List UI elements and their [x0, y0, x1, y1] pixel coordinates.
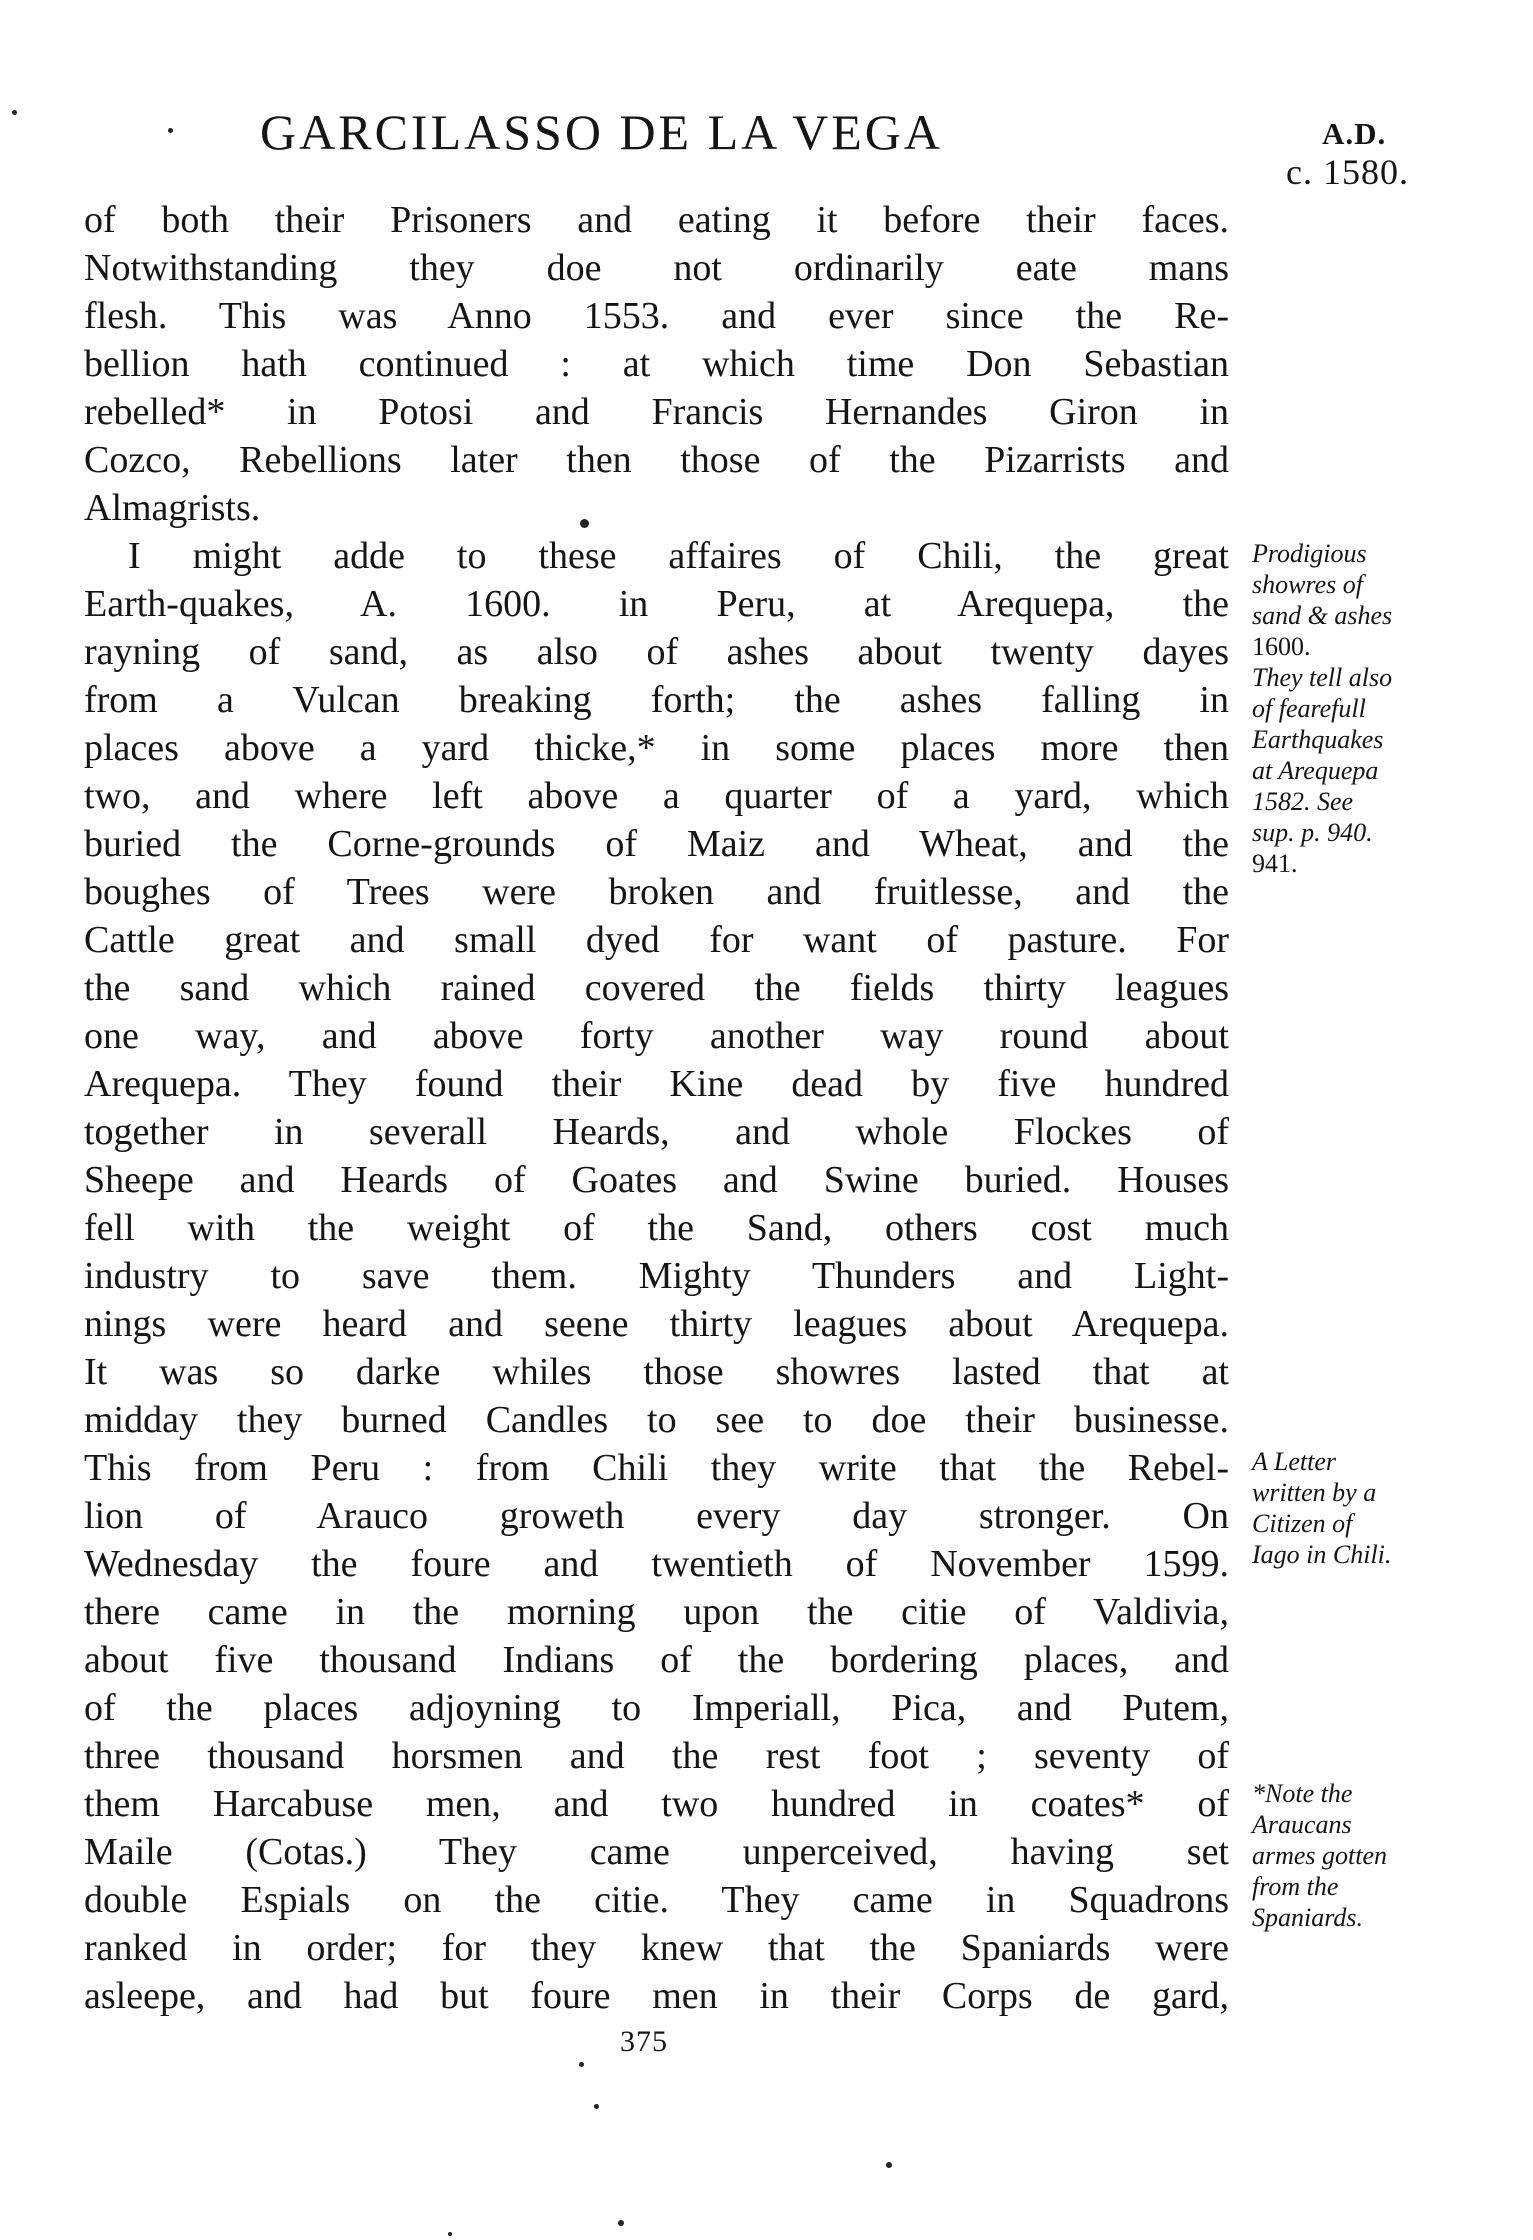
note-line: Citizen of [1252, 1509, 1353, 1538]
note-line: A Letter [1252, 1447, 1337, 1476]
note-line: at Arequepa [1252, 756, 1379, 785]
page-number: 375 [620, 2025, 668, 2058]
note-line: written by a [1252, 1478, 1377, 1507]
running-title: GARCILASSO DE LA VEGA [260, 104, 943, 160]
text-line: about five thousand Indians of the bordering places, and [84, 1639, 1229, 1681]
text-line: places above a yard thicke,* in some places more then [84, 727, 1229, 769]
marginal-note-letter [1252, 1446, 1502, 1570]
text-line: three thousand horsmen and the rest foot ; seventy of [84, 1735, 1229, 1777]
text-line: them Harcabuse men, and two hundred in coates* of [84, 1783, 1229, 1825]
note-line: 1600. [1252, 632, 1311, 661]
text-line: This from Peru : from Chili they write that the Rebel- [84, 1447, 1229, 1489]
text-line: Earth-quakes, A. 1600. in Peru, at Arequepa, the [84, 583, 1229, 625]
scan-speck [579, 2062, 584, 2067]
text-line: nings were heard and seene thirty leagues about Arequepa. [84, 1303, 1229, 1345]
note-line: Prodigious [1252, 539, 1367, 568]
note-line: Iago in Chili. [1252, 1540, 1392, 1569]
text-line: of both their Prisoners and eating it before their faces. [84, 199, 1229, 241]
note-line: Spaniards. [1252, 1903, 1363, 1932]
text-line: from a Vulcan breaking forth; the ashes falling in [84, 679, 1229, 721]
note-line: Araucans [1252, 1810, 1352, 1839]
date-value: c. 1580. [1286, 152, 1409, 192]
text-line: midday they burned Candles to see to doe their businesse. [84, 1399, 1229, 1441]
note-line: sand & ashes [1252, 601, 1393, 630]
text-line: boughes of Trees were broken and fruitlesse, and the [84, 871, 1229, 913]
scan-speck [168, 128, 173, 133]
text-line: lion of Arauco groweth every day stronger. On [84, 1495, 1229, 1537]
text-line: ranked in order; for they knew that the Spaniards were [84, 1927, 1229, 1969]
text-line: Cozco, Rebellions later then those of the Pizarrists and [84, 439, 1229, 481]
text-line: bellion hath continued : at which time Don Sebastian [84, 343, 1229, 385]
text-line: fell with the weight of the Sand, others cost much [84, 1207, 1229, 1249]
text-line: one way, and above forty another way round about [84, 1015, 1229, 1057]
text-line: flesh. This was Anno 1553. and ever since the Re- [84, 295, 1229, 337]
text-line: Cattle great and small dyed for want of pasture. For [84, 919, 1229, 961]
text-line: two, and where left above a quarter of a yard, which [84, 775, 1229, 817]
note-line: 1582. See [1252, 787, 1354, 816]
scan-speck [886, 2162, 892, 2168]
marginal-note-prodigious [1252, 538, 1502, 879]
text-line: industry to save them. Mighty Thunders and Light- [84, 1255, 1229, 1297]
text-line: rayning of sand, as also of ashes about twenty dayes [84, 631, 1229, 673]
text-line: Wednesday the foure and twentieth of November 1599. [84, 1543, 1229, 1585]
note-line: of fearefull [1252, 694, 1366, 723]
date-label: A.D. [1322, 116, 1387, 151]
note-line: showres of [1252, 570, 1363, 599]
scan-speck [618, 2220, 624, 2226]
text-line: I might adde to these affaires of Chili, the great [128, 535, 1229, 577]
body-text [84, 196, 1229, 2020]
scan-speck [580, 519, 589, 528]
text-line: rebelled* in Potosi and Francis Hernandes Giron in [84, 391, 1229, 433]
text-line: Almagrists. [84, 487, 261, 529]
text-line: Sheepe and Heards of Goates and Swine buried. Houses [84, 1159, 1229, 1201]
text-line: there came in the morning upon the citie of Valdivia, [84, 1591, 1229, 1633]
text-line: Notwithstanding they doe not ordinarily eate mans [84, 247, 1229, 289]
text-line: It was so darke whiles those showres lasted that at [84, 1351, 1229, 1393]
note-line: Earthquakes [1252, 725, 1384, 754]
text-line: the sand which rained covered the fields thirty leagues [84, 967, 1229, 1009]
scan-speck [12, 110, 17, 115]
note-line: from the [1252, 1872, 1339, 1901]
text-line: double Espials on the citie. They came in Squadrons [84, 1879, 1229, 1921]
note-line: 941. [1252, 849, 1298, 878]
text-line: Arequepa. They found their Kine dead by five hundred [84, 1063, 1229, 1105]
text-line: buried the Corne-grounds of Maiz and Wheat, and the [84, 823, 1229, 865]
note-line: sup. p. 940. [1252, 818, 1373, 847]
note-line: *Note the [1252, 1779, 1353, 1808]
text-line: of the places adjoyning to Imperiall, Pica, and Putem, [84, 1687, 1229, 1729]
note-line: armes gotten [1252, 1841, 1388, 1870]
scan-speck [448, 2232, 452, 2236]
scan-speck [594, 2104, 599, 2109]
text-line: Maile (Cotas.) They came unperceived, having set [84, 1831, 1229, 1873]
marginal-note-araucans [1252, 1778, 1502, 1933]
text-line: asleepe, and had but foure men in their Corps de gard, [84, 1975, 1229, 2017]
text-line: together in severall Heards, and whole Flockes of [84, 1111, 1229, 1153]
note-line: They tell also [1252, 663, 1393, 692]
